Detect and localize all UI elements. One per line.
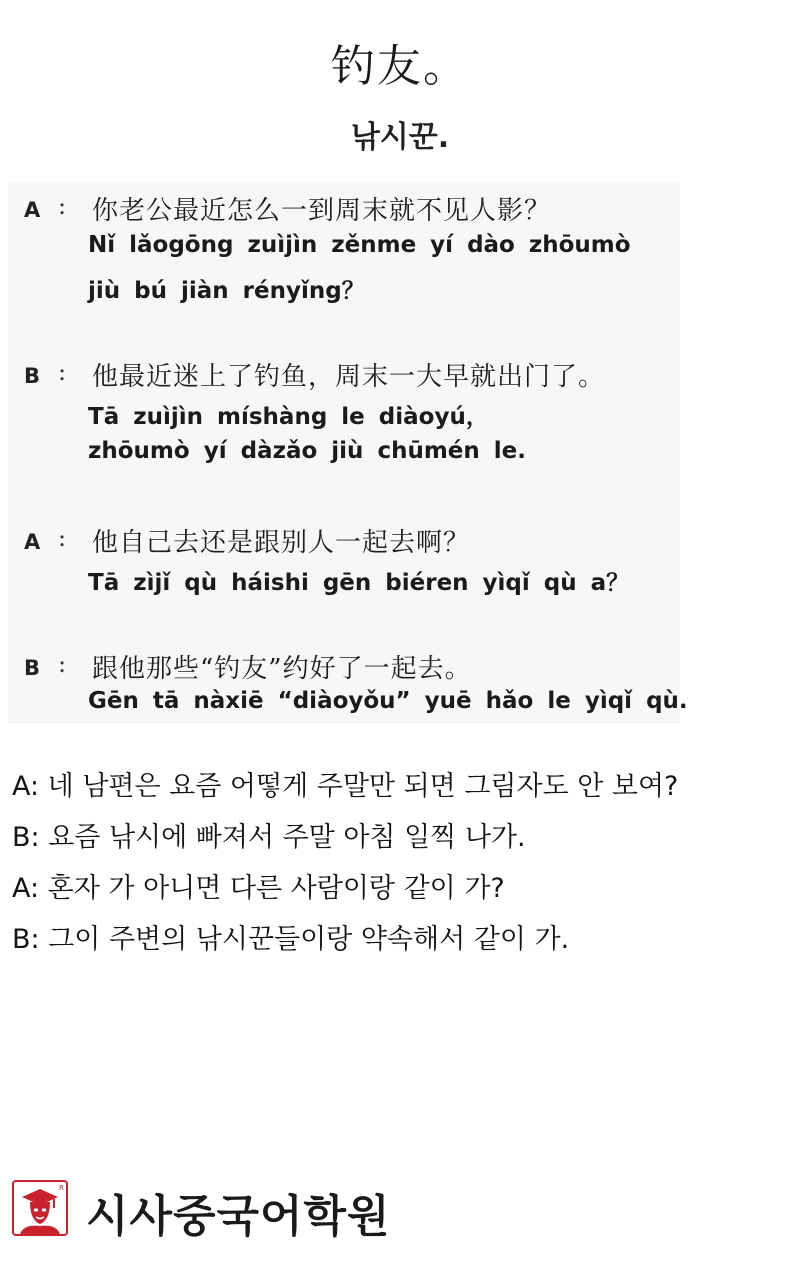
speaker-colon: : bbox=[58, 192, 67, 220]
speaker-label: A bbox=[24, 198, 41, 222]
graduate-figure-icon bbox=[12, 1180, 68, 1236]
pinyin-line: Nǐ lǎogōng zuìjìn zěnme yí dào zhōumò bbox=[88, 232, 631, 258]
registered-mark: R bbox=[59, 1184, 64, 1192]
pinyin-line: Tā zuìjìn míshàng le diàoyú， bbox=[88, 404, 489, 430]
speaker-colon: : bbox=[58, 358, 67, 386]
korean-translation-line: A: 네 남편은 요즘 어떻게 주말만 되면 그림자도 안 보여? bbox=[12, 771, 679, 802]
chinese-sentence: 他自己去还是跟别人一起去啊？ bbox=[92, 528, 471, 558]
chinese-sentence: 跟他那些“钓友”约好了一起去。 bbox=[92, 654, 472, 684]
pinyin-line: Tā zìjǐ qù háishi gēn biéren yìqǐ qù a？ bbox=[88, 570, 630, 596]
page-title-korean: 낚시꾼. bbox=[350, 120, 450, 155]
speaker-label: B bbox=[24, 656, 41, 680]
chinese-sentence: 他最近迷上了钓鱼，周末一大早就出门了。 bbox=[92, 362, 606, 392]
page-title-chinese: 钓友。 bbox=[331, 41, 469, 92]
pinyin-line: jiù bú jiàn rényǐng？ bbox=[88, 278, 365, 304]
korean-translation-line: B: 그이 주변의 낚시꾼들이랑 약속해서 같이 가. bbox=[12, 924, 570, 955]
korean-translation-line: B: 요즘 낚시에 빠져서 주말 아침 일찍 나가. bbox=[12, 822, 526, 853]
chinese-sentence: 你老公最近怎么一到周末就不见人影？ bbox=[92, 196, 552, 226]
dialogue-panel bbox=[8, 182, 688, 724]
pinyin-line: zhōumò yí dàzǎo jiù chūmén le. bbox=[88, 438, 526, 464]
pinyin-line: Gēn tā nàxiē “diàoyǒu” yuē hǎo le yìqǐ qù. bbox=[88, 688, 688, 714]
brand-name: 시사중국어학원 bbox=[86, 1191, 391, 1242]
korean-translation-line: A: 혼자 가 아니면 다른 사람이랑 같이 가? bbox=[12, 873, 505, 904]
speaker-label: B bbox=[24, 364, 41, 388]
speaker-colon: : bbox=[58, 650, 67, 678]
speaker-colon: : bbox=[58, 524, 67, 552]
speaker-label: A bbox=[24, 530, 41, 554]
brand-logo bbox=[12, 1176, 432, 1242]
